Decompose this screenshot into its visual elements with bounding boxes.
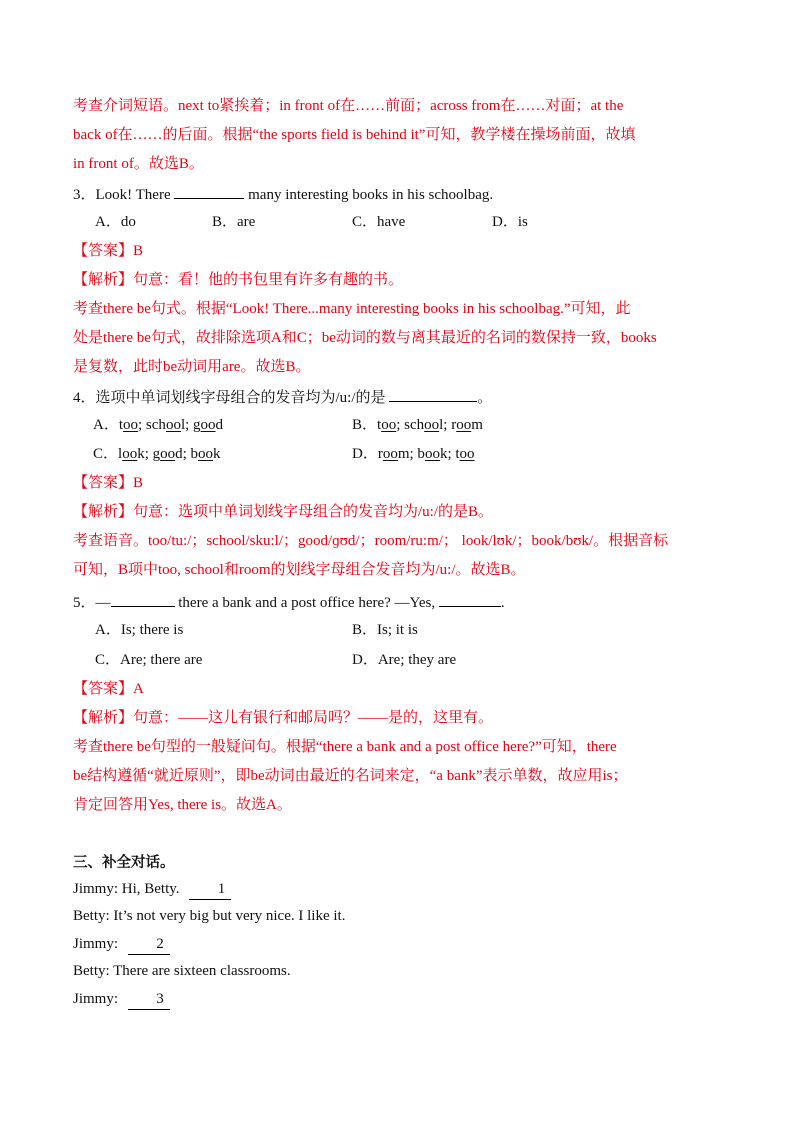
q4-stem-text: 4．选项中单词划线字母组合的发音均为/u:/的是 xyxy=(73,390,390,406)
q3-analysis-line: 【解析】句意：看！他的书包里有许多有趣的书。 xyxy=(73,272,404,288)
dialogue-text: Betty: It’s not very big but very nice. I like it. xyxy=(73,908,346,924)
q4-answer: 【答案】B xyxy=(73,475,144,491)
q5-stem-text: . xyxy=(500,595,505,611)
q5-analysis-line: be结构遵循“就近原则”，即be动词由最近的名词来定，“a bank”表示单数，故应用is； xyxy=(73,768,628,784)
q3-analysis-line: 处是there be句式，故排除选项A和C；be动词的数与离其最近的名词的数保持一致，books xyxy=(73,330,657,346)
q5-option-b: B．Is; it is xyxy=(352,622,418,638)
q4-option-b: B．too; school; room xyxy=(352,417,483,433)
dialogue-line xyxy=(73,961,291,981)
q5-analysis-line: 考查there be句型的一般疑问句。根据“there a bank and a post office here?”可知，there xyxy=(73,739,617,755)
q3-option-d: D．is xyxy=(492,214,528,230)
dialogue-blank: 3 xyxy=(128,989,170,1010)
q5-stem-text: 5．— xyxy=(73,595,111,611)
q2-analysis-line: 考查介词短语。next to紧挨着；in front of在……前面；across from在……对面；at the xyxy=(73,98,624,114)
q3-stem-text: many interesting books in his schoolbag. xyxy=(244,187,494,203)
q5-analysis-line: 肯定回答用Yes, there is。故选A。 xyxy=(73,797,292,813)
q3-answer: 【答案】B xyxy=(73,243,144,259)
answer-blank xyxy=(439,591,501,607)
dialogue-blank: 1 xyxy=(189,879,231,900)
q4-stem xyxy=(73,386,492,408)
q4-option-d: D．room; book; too xyxy=(352,446,475,462)
dialogue-text: Jimmy: Hi, Betty. xyxy=(73,881,184,897)
q4-analysis-line: 【解析】句意：选项中单词划线字母组合的发音均为/u:/的是B。 xyxy=(73,504,494,520)
dialogue-blank: 2 xyxy=(128,934,170,955)
q3-option-c: C．have xyxy=(352,214,406,230)
q5-option-c: C．Are; there are xyxy=(95,652,203,668)
dialogue-line xyxy=(73,906,345,926)
q4-option-a: A．too; school; good xyxy=(93,417,224,433)
q2-analysis-line: back of在……的后面。根据“the sports field is behind it”可知，教学楼在操场前面，故填 xyxy=(73,127,636,143)
q5-stem xyxy=(73,591,505,613)
q2-analysis-line: in front of。故选B。 xyxy=(73,156,204,172)
dialogue-line xyxy=(73,879,231,900)
q5-stem-text: there a bank and a post office here? —Yes, xyxy=(174,595,439,611)
q5-answer: 【答案】A xyxy=(73,681,144,697)
dialogue-line xyxy=(73,989,170,1010)
q4-analysis-line: 考查语音。too/tu:/；school/sku:l/；good/ɡʊd/；room/ru:m/； look/lʊk/；book/bʊk/。根据音标 xyxy=(73,533,669,549)
answer-blank xyxy=(111,591,175,607)
dialogue-text: Jimmy: xyxy=(73,936,122,952)
q3-option-b: B．are xyxy=(212,214,256,230)
dialogue-line xyxy=(73,934,170,955)
q5-option-a: A．Is; there is xyxy=(95,622,184,638)
q3-stem xyxy=(73,183,493,205)
q3-stem-text: 3．Look! There xyxy=(73,187,175,203)
answer-blank xyxy=(389,386,477,402)
answer-blank xyxy=(174,183,244,199)
dialogue-text: Jimmy: xyxy=(73,991,122,1007)
q3-analysis-line: 考查there be句式。根据“Look! There...many interesting books in his schoolbag.”可知，此 xyxy=(73,301,631,317)
dialogue-text: Betty: There are sixteen classrooms. xyxy=(73,963,291,979)
q3-option-a: A．do xyxy=(95,214,136,230)
q5-analysis-line: 【解析】句意：——这儿有银行和邮局吗？——是的，这里有。 xyxy=(73,710,494,726)
q5-option-d: D．Are; they are xyxy=(352,652,457,668)
q4-analysis-line: 可知，B项中too, school和room的划线字母组合发音均为/u:/。故选B。 xyxy=(73,562,526,578)
section-heading: 三、补全对话。 xyxy=(73,855,175,871)
q4-stem-end: 。 xyxy=(477,390,493,406)
q3-analysis-line: 是复数，此时be动词用are。故选B。 xyxy=(73,359,311,375)
q4-option-c: C．look; good; book xyxy=(93,446,221,462)
